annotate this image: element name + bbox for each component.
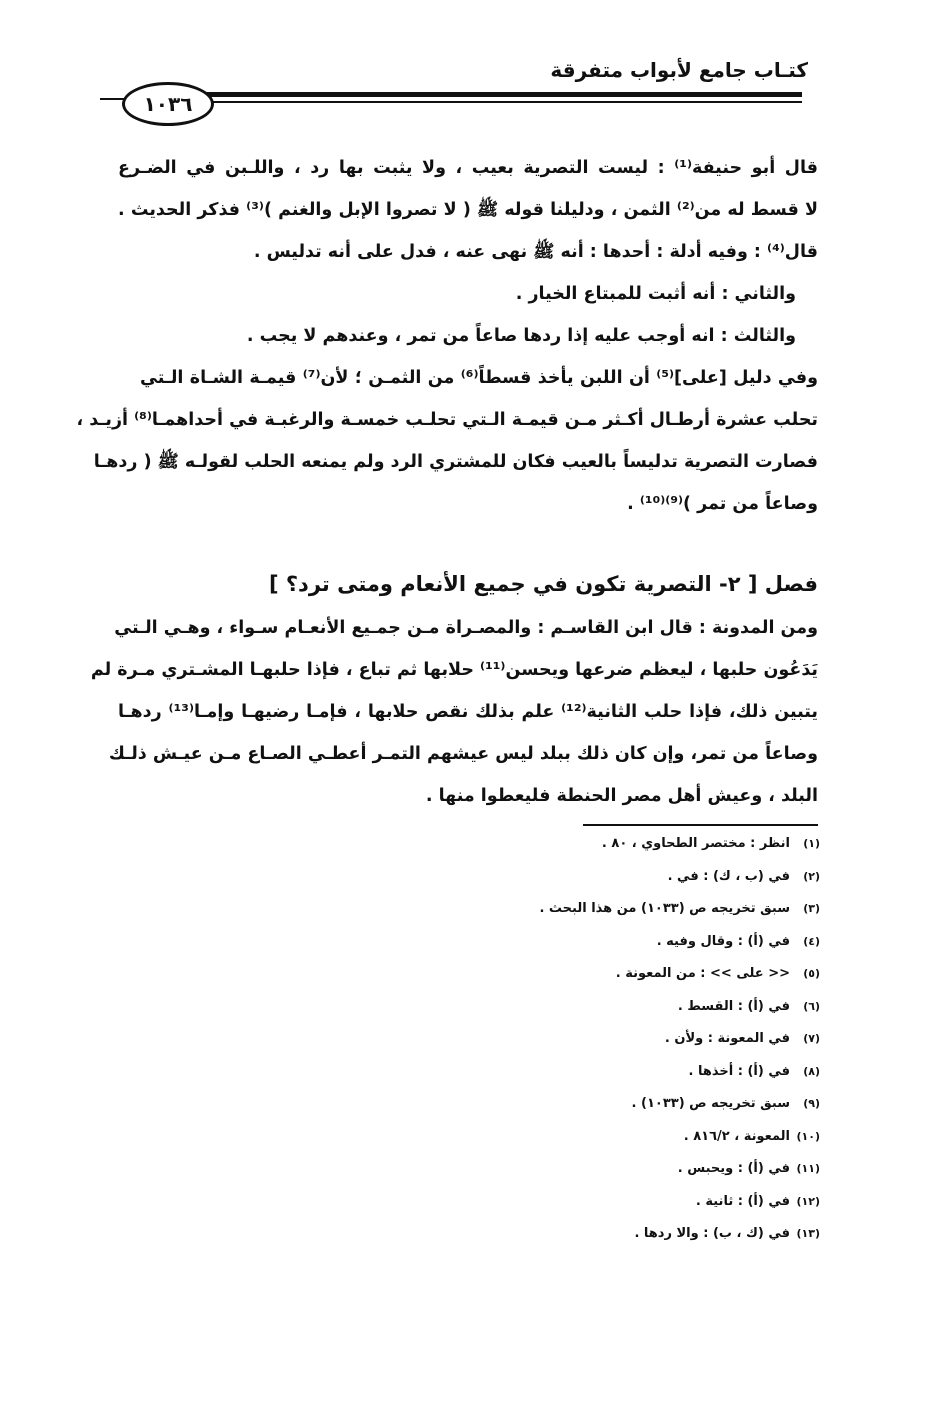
footnote-text: المعونة ، ٨١٦/٢ . bbox=[683, 1128, 790, 1144]
footnote-text: في (أ) : ويحبس . bbox=[677, 1161, 790, 1176]
footnote-text: في (أ) : وقال وفيه . bbox=[656, 933, 790, 949]
footnote-number: (٧) bbox=[803, 1032, 820, 1045]
footnote-number: (١٣) bbox=[796, 1227, 820, 1240]
footnote-list bbox=[320, 836, 820, 1259]
footnote-item bbox=[320, 999, 820, 1032]
section-heading: فصل [ ٢- التصرية تكون في جميع الأنعام ومتى ترد؟ ] bbox=[268, 572, 818, 596]
header-rule-tail bbox=[100, 98, 124, 100]
footnote-number: (٣) bbox=[803, 902, 820, 915]
footnote-separator bbox=[583, 824, 818, 826]
footnote-item bbox=[320, 836, 820, 869]
footnote-item bbox=[320, 966, 820, 999]
footnote-text: << على >> : من المعونة . bbox=[615, 966, 790, 981]
footnote-item bbox=[320, 934, 820, 967]
footnote-text: في (ك ، ب) : والا ردها . bbox=[634, 1226, 790, 1241]
paragraph-line: يَدَعُون حلبها ، ليعظم ضرعها ويحسن⁽¹¹⁾ حلابها ثم تباع ، فإذا حلبهـا المشـتري مـرة لم bbox=[90, 660, 818, 680]
footnote-text: سبق تخريجه ص (١٠٣٣) من هذا البحث . bbox=[539, 901, 790, 916]
page-number: ١٠٣٦ bbox=[143, 92, 193, 116]
header-rule-thin bbox=[200, 101, 802, 103]
paragraph-line: وفي دليل [على]⁽⁵⁾ أن اللبن يأخذ قسطاً⁽⁶⁾ من الثمـن ؛ لأن⁽⁷⁾ قيمـة الشـاة الـتي bbox=[140, 368, 818, 388]
footnote-item bbox=[320, 1096, 820, 1129]
paragraph-line: فصارت التصرية تدليساً بالعيب فكان للمشتري الرد ولم يمنعه الحلب لقولـه ﷺ ( ردهـا bbox=[93, 452, 818, 472]
footnote-text: في (ب ، ك) : في . bbox=[667, 868, 790, 884]
footnote-number: (١١) bbox=[796, 1162, 820, 1175]
paragraph-line: قال⁽⁴⁾ : وفيه أدلة : أحدها : أنه ﷺ نهى عنه ، فدل على أنه تدليس . bbox=[253, 242, 818, 262]
running-header-title: كتـاب جامع لأبواب متفرقة bbox=[550, 58, 808, 82]
footnote-text: في المعونة : ولأن . bbox=[664, 1031, 790, 1046]
paragraph-line: البلد ، وعيش أهل مصر الحنطة فليعطوا منها . bbox=[425, 786, 818, 806]
footnote-text: انظر : مختصر الطحاوي ، ٨٠ . bbox=[601, 836, 790, 851]
paragraph-line: يتبين ذلك، فإذا حلب الثانية⁽¹²⁾ علم بذلك نقص حلابها ، فإمـا رضيهـا وإمـا⁽¹³⁾ ردهـا bbox=[118, 702, 818, 722]
footnote-text: في (أ) : أخذها . bbox=[688, 1063, 790, 1079]
footnote-number: (٥) bbox=[803, 967, 820, 980]
footnote-item bbox=[320, 1129, 820, 1162]
footnote-number: (١) bbox=[803, 837, 820, 850]
footnote-number: (٦) bbox=[803, 999, 820, 1013]
paragraph-line: والثالث : انه أوجب عليه إذا ردها صاعاً من تمر ، وعندهم لا يجب . bbox=[246, 326, 796, 346]
footnote-text: في (أ) : القسط . bbox=[677, 998, 790, 1014]
footnote-item bbox=[320, 1031, 820, 1064]
page-number-badge bbox=[122, 82, 214, 126]
paragraph-line: والثاني : أنه أثبت للمبتاع الخيار . bbox=[515, 284, 796, 304]
paragraph-line: لا قسط له من⁽²⁾ الثمن ، ودليلنا قوله ﷺ ( لا تصروا الإبل والغنم )⁽³⁾ فذكر الحديث . bbox=[118, 200, 818, 220]
paragraph-line: ومن المدونة : قال ابن القاسـم : والمصـراة مـن جمـيع الأنعـام سـواء ، وهـي الـتي bbox=[114, 618, 818, 638]
footnote-item bbox=[320, 1194, 820, 1227]
header-rule-thick bbox=[200, 92, 802, 97]
footnote-number: (٤) bbox=[803, 934, 820, 948]
footnote-text: في (أ) : ثانية . bbox=[695, 1193, 790, 1209]
footnote-number: (٩) bbox=[803, 1097, 820, 1110]
footnote-item bbox=[320, 869, 820, 902]
footnote-number: (٨) bbox=[803, 1064, 820, 1078]
footnote-number: (١٠) bbox=[796, 1129, 820, 1143]
paragraph-line: قال أبو حنيفة⁽¹⁾ : ليست التصرية بعيب ، ولا يثبت بها رد ، واللـبن في الضـرع bbox=[118, 158, 818, 178]
paragraph-line: وصاعاً من تمر )⁽⁹⁾⁽¹⁰⁾ . bbox=[627, 494, 818, 514]
paragraph-line: وصاعاً من تمر، وإن كان ذلك ببلد ليس عيشهم التمـر أعطـي الصـاع مـن عيـش ذلـك bbox=[108, 744, 818, 764]
footnote-number: (١٢) bbox=[796, 1194, 820, 1208]
footnote-number: (٢) bbox=[803, 869, 820, 883]
footnote-item bbox=[320, 1226, 820, 1259]
footnote-item bbox=[320, 901, 820, 934]
footnote-item bbox=[320, 1064, 820, 1097]
footnote-text: سبق تخريجه ص (١٠٣٣) . bbox=[631, 1096, 790, 1111]
footnote-item bbox=[320, 1161, 820, 1194]
paragraph-line: تحلب عشرة أرطـال أكـثر مـن قيمـة الـتي تحلـب خمسـة والرغبـة في أحداهمـا⁽⁸⁾ أزيـد ، bbox=[76, 410, 818, 430]
